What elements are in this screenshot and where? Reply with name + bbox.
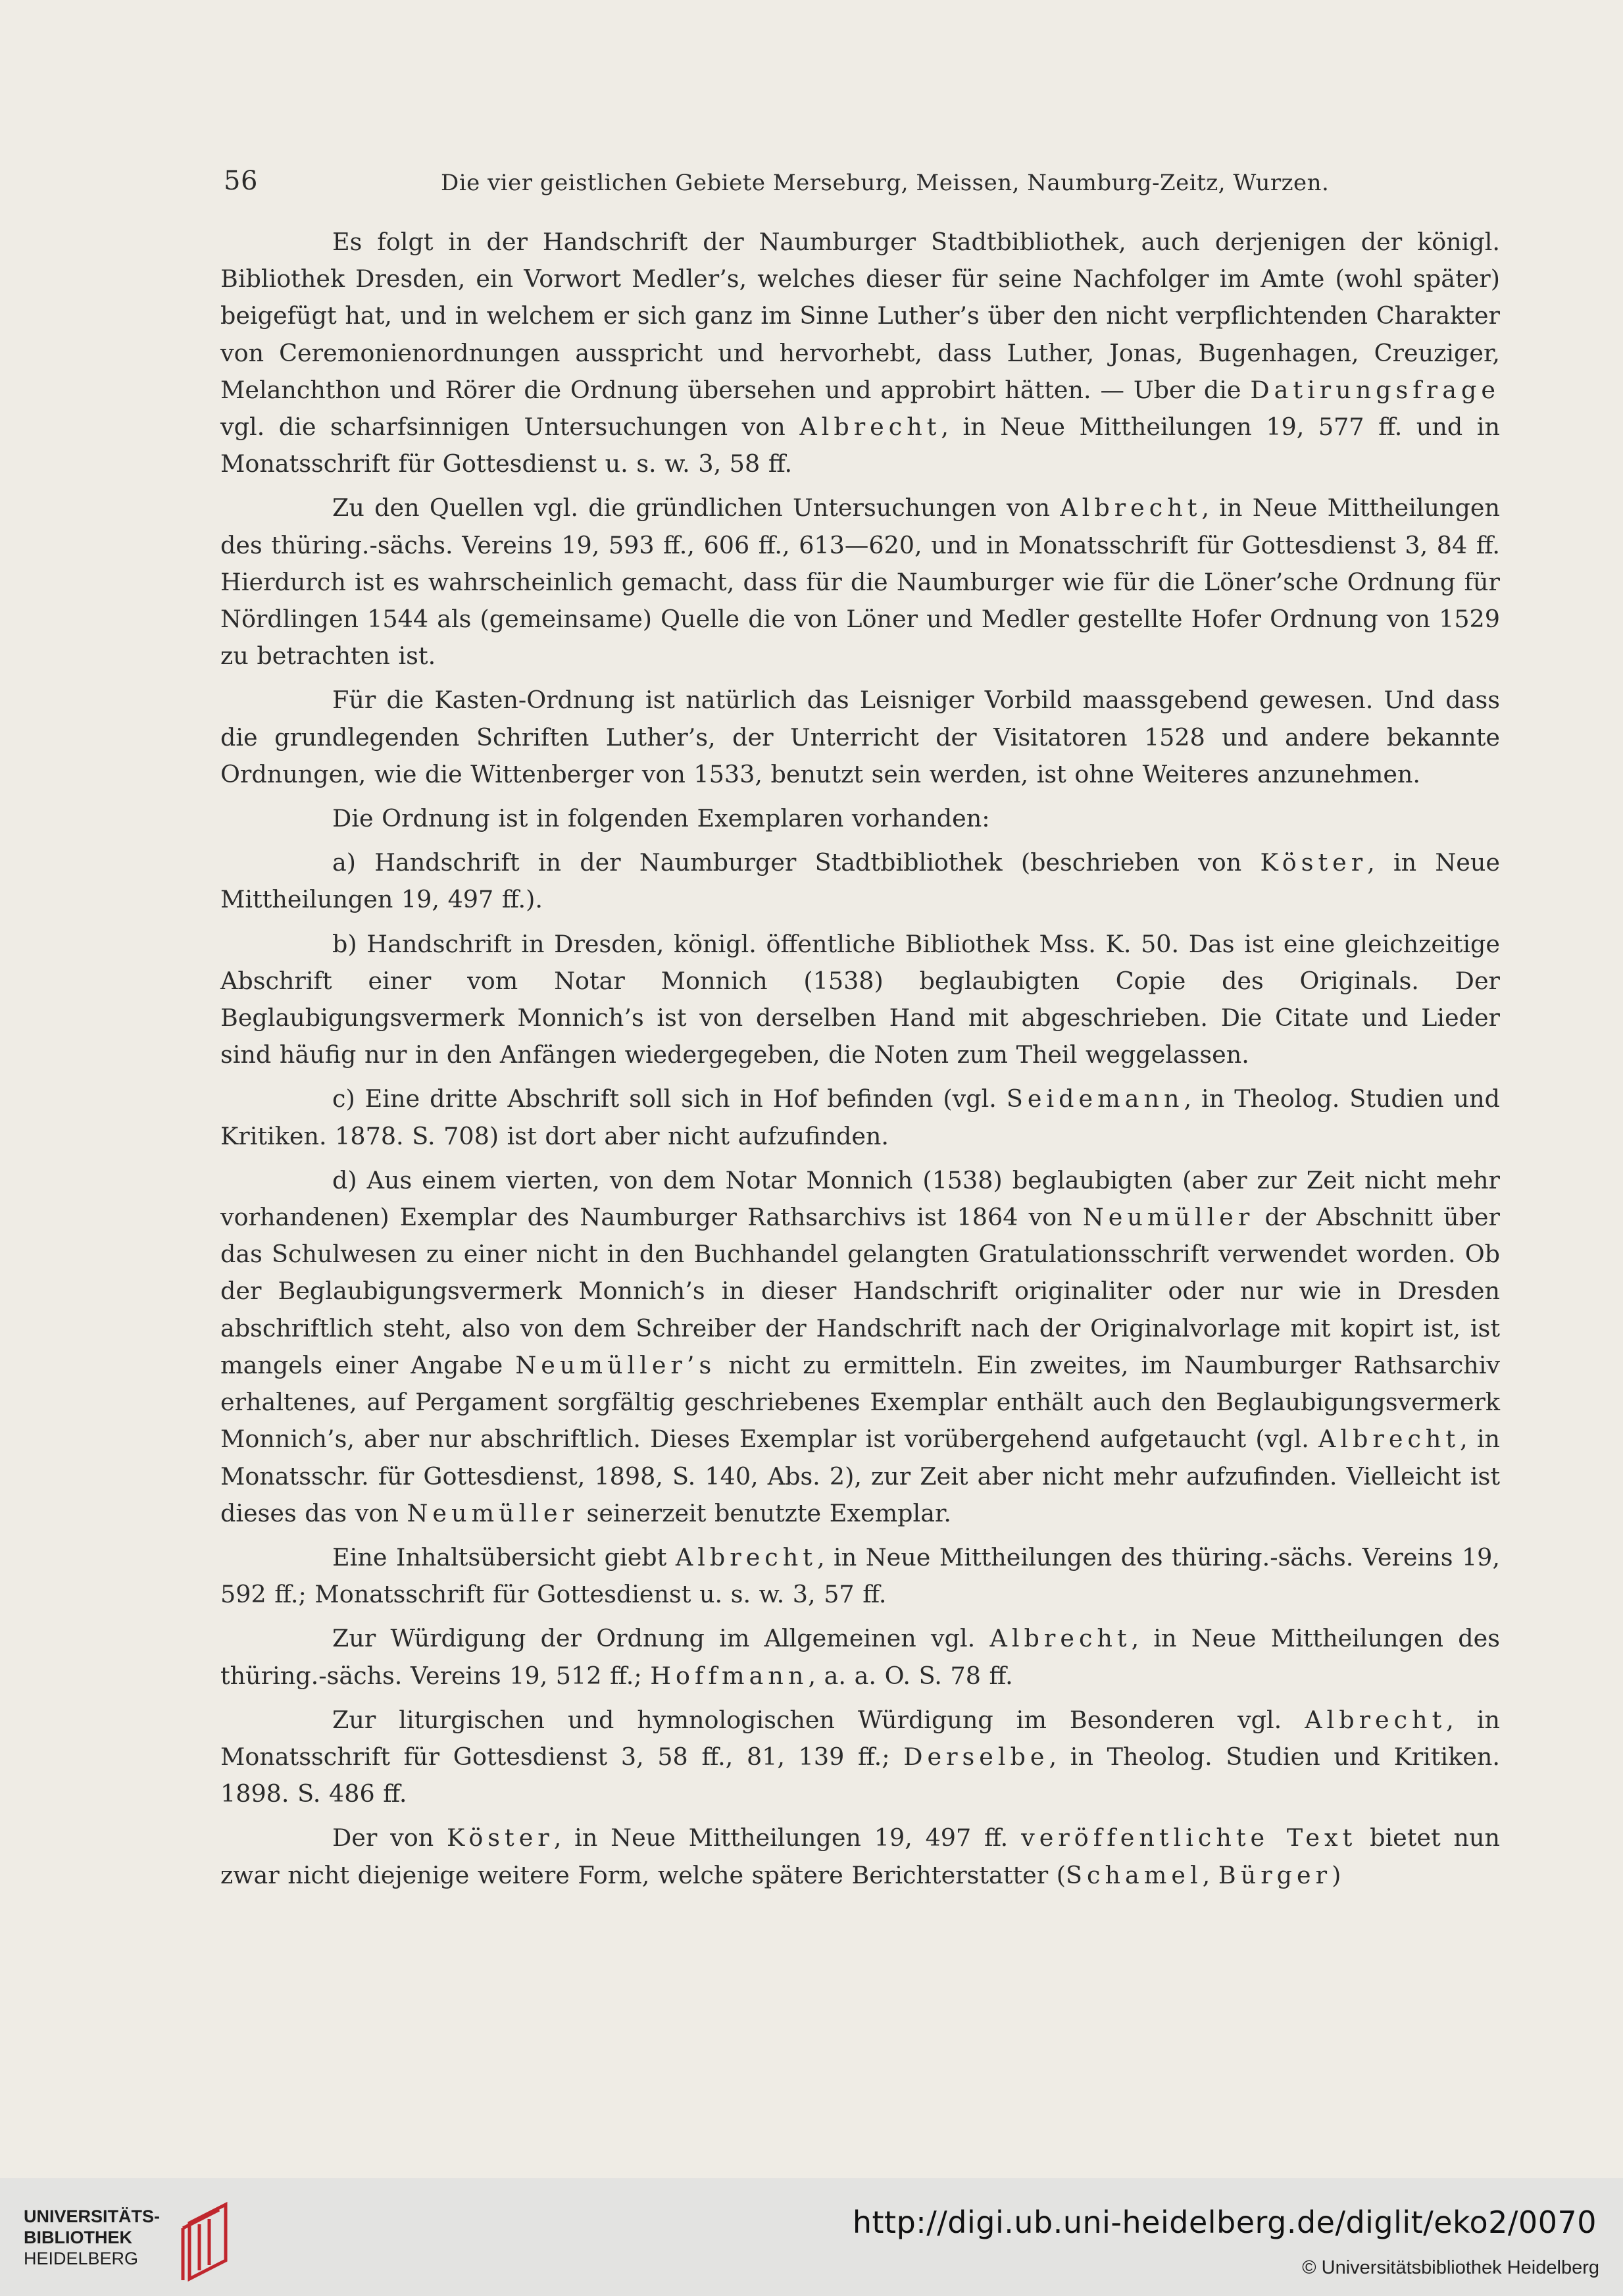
text-run: Zur liturgischen und hymnologischen Würdigung im Besonderen vgl. — [332, 1705, 1305, 1734]
text-run: , in Neue Mittheilungen 19, 497 ff. — [553, 1824, 1022, 1852]
text-run: Es folgt in der Handschrift der Naumburger Stadtbibliothek, auch derjenigen der königl. Bibliothek Dresden, ein Vorwort Medler’s, welches dieser für seine Nachfolger im Amte (wohl später) beigefügt hat, und in welchem er sich ganz im Sinne Luther’s über den nicht verpflichtenden Charakter von Ceremonienordnungen ausspricht und hervorhebt, dass Luther, Jonas, Bugenhagen, Creuziger, Melanchthon und Rörer die Ordnung übersehen und approbirt hätten. — Uber die — [220, 228, 1500, 404]
paragraph — [220, 1820, 1500, 1893]
spaced-name: Albrecht — [989, 1624, 1132, 1653]
spaced-name: Albrecht — [1305, 1705, 1447, 1734]
spaced-name: Schamel — [1066, 1860, 1203, 1889]
text-run: , in Neue Mittheilungen des thüring.-sächs. Vereins 19, 512 ff.; — [220, 1624, 1500, 1690]
paragraph — [220, 490, 1500, 675]
text-run: d) Aus einem vierten, von dem Notar Monnich (1538) beglaubigten (aber zur Zeit nicht mehr vorhandenen) Exemplar des Naumburger Rathsarchivs ist 1864 von — [220, 1165, 1500, 1232]
text-run: Zur Würdigung der Ordnung im Allgemeinen vgl. — [332, 1624, 990, 1653]
text-run: Für die Kasten-Ordnung ist natürlich das Leisniger Vorbild maassgebend gewesen. Und dass die grundlegenden Schriften Luther’s, der Unterricht der Visitatoren 1528 und andere bekannte Ordnungen, wie die Wittenberger von 1533, benutzt sein werden, ist ohne Weiteres anzunehmen. — [220, 686, 1500, 788]
spaced-name: Albrecht — [799, 413, 941, 442]
spaced-name: Köster — [1260, 848, 1368, 877]
spaced-name: Neumüller — [1082, 1203, 1255, 1232]
logo-line: BIBLIOTHEK — [24, 2228, 132, 2247]
text-run: bietet nun zwar nicht diejenige weitere Form, welche spätere Berichterstatter ( — [220, 1824, 1500, 1889]
text-run: Zu den Quellen vgl. die gründlichen Untersuchungen von — [332, 494, 1061, 523]
spaced-name: Derselbe — [903, 1742, 1049, 1771]
text-run: Eine Inhaltsübersicht giebt — [332, 1543, 676, 1571]
text-run: , in Neue Mittheilungen 19, 497 ff.). — [220, 848, 1500, 914]
spaced-name: Bürger — [1218, 1860, 1332, 1889]
logo-line: HEIDELBERG — [24, 2249, 139, 2268]
library-logo-icon — [163, 2198, 249, 2283]
viewer-footer — [0, 2178, 1623, 2296]
spaced-name: Datirungsfrage — [1250, 375, 1500, 404]
paragraph — [220, 1081, 1500, 1154]
text-run: , in Monatsschr. für Gottesdienst, 1898, S. 140, Abs. 2), zur Zeit aber nicht mehr aufzufinden. Vielleicht ist dieses das von — [220, 1425, 1500, 1527]
paragraph — [220, 1162, 1500, 1532]
text-run: , in Neue Mittheilungen 19, 577 ff. und in Monatsschrift für Gottesdienst u. s. w. 3, 58 ff. — [220, 413, 1500, 478]
spaced-name: Neumüller — [407, 1498, 579, 1527]
library-logo[interactable] — [24, 2198, 241, 2283]
text-run: , in Theolog. Studien und Kritiken. 1898. S. 486 ff. — [220, 1742, 1500, 1808]
text-run: vgl. die scharfsinnigen Untersuchungen von — [220, 413, 800, 442]
paragraph — [220, 800, 1500, 837]
text-run: nicht zu ermitteln. Ein zweites, im Naumburger Rathsarchiv erhaltenes, auf Pergament sorgfältig geschriebenes Exemplar enthält auch den Beglaubigungsvermerk Monnich’s, aber nur abschriftlich. Dieses Exemplar ist vorübergehend aufgetaucht (vgl. — [220, 1350, 1500, 1454]
page-number: 56 — [224, 166, 258, 196]
copyright-notice: © Universitätsbibliothek Heidelberg — [1302, 2257, 1599, 2278]
paragraph — [220, 682, 1500, 793]
text-run: c) Eine dritte Abschrift soll sich in Hof befinden (vgl. — [332, 1084, 1007, 1113]
paragraph — [220, 1620, 1500, 1694]
text-run: , in Monatsschrift für Gottesdienst 3, 58 ff., 81, 139 ff.; — [220, 1705, 1500, 1771]
paragraph — [220, 1539, 1500, 1613]
spaced-name: Albrecht — [675, 1543, 817, 1571]
text-run: ) — [1332, 1860, 1341, 1889]
text-run: , in Theolog. Studien und Kritiken. 1878. S. 708) ist dort aber nicht aufzufinden. — [220, 1084, 1500, 1150]
spaced-name: veröffentlichte Text — [1021, 1824, 1357, 1852]
paragraph — [220, 926, 1500, 1074]
spaced-name: Albrecht — [1318, 1425, 1461, 1454]
spaced-name: Neumüller’s — [515, 1350, 716, 1379]
page-url-link[interactable]: http://digi.ub.uni-heidelberg.de/diglit/eko2/0070 — [852, 2205, 1597, 2240]
paragraph — [220, 1702, 1500, 1813]
logo-line: UNIVERSITÄTS- — [24, 2207, 161, 2226]
text-run: seinerzeit benutzte Exemplar. — [578, 1498, 952, 1527]
paragraph — [220, 224, 1500, 482]
text-run: a) Handschrift in der Naumburger Stadtbibliothek (beschrieben von — [332, 848, 1261, 877]
text-run: , a. a. O. S. 78 ff. — [808, 1661, 1013, 1690]
text-run: der Abschnitt über das Schulwesen zu einer nicht in den Buchhandel gelangten Gratulationsschrift verwendet worden. Ob der Beglaubigungsvermerk Monnich’s in dieser Handschrift originaliter oder nur wie in Dresden abschriftlich steht, also von dem Schreiber der Handschrift nach der Originalvorlage mit kopirt ist, ist mangels einer Angabe — [220, 1203, 1500, 1379]
logo-text — [24, 2206, 160, 2269]
text-run: Der von — [332, 1824, 447, 1852]
text-run: b) Handschrift in Dresden, königl. öffentliche Bibliothek Mss. K. 50. Das ist eine gleichzeitige Abschrift einer vom Notar Monnich (1538) beglaubigten Copie des Originals. Der Beglaubigungsvermerk Monnich’s ist von derselben Hand mit abgeschrieben. Die Citate und Lieder sind häufig nur in den Anfängen wiedergegeben, die Noten zum Theil weggelassen. — [220, 929, 1500, 1069]
page-header — [224, 166, 1500, 205]
text-run: , in Neue Mittheilungen des thüring.-sächs. Vereins 19, 592 ff.; Monatsschrift für Gottesdienst u. s. w. 3, 57 ff. — [220, 1543, 1500, 1609]
paragraph — [220, 844, 1500, 918]
text-run: Die Ordnung ist in folgenden Exemplaren vorhanden: — [332, 804, 990, 833]
running-head: Die vier geistlichen Gebiete Merseburg, Meissen, Naumburg-Zeitz, Wurzen. — [441, 170, 1330, 196]
text-run: , in Neue Mittheilungen des thüring.-sächs. Vereins 19, 593 ff., 606 ff., 613—620, und in Monatsschrift für Gottesdienst 3, 84 ff. Hierdurch ist es wahrscheinlich gemacht, dass für die Naumburger wie für die Löner’sche Ordnung für Nördlingen 1544 als (gemeinsame) Quelle die von Löner und Medler gestellte Hofer Ordnung von 1529 zu betrachten ist. — [220, 494, 1500, 671]
spaced-name: Albrecht — [1060, 494, 1202, 523]
spaced-name: Hoffmann — [650, 1661, 809, 1690]
body-text — [220, 224, 1500, 1901]
spaced-name: Seidemann — [1006, 1084, 1184, 1113]
text-run: , — [1202, 1860, 1218, 1889]
spaced-name: Köster — [447, 1824, 554, 1852]
